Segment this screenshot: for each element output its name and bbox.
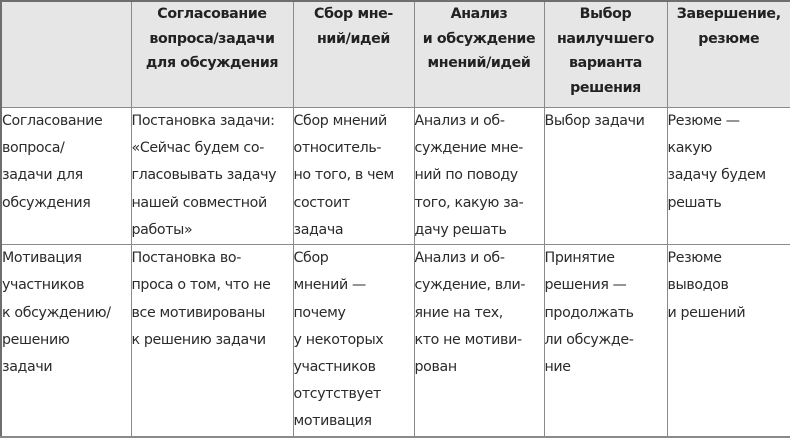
cell-line: какую	[667, 140, 712, 157]
table-cell	[667, 108, 790, 245]
cell-line: суждение мне-	[414, 140, 524, 157]
cell-line: отсутствует	[293, 386, 381, 403]
header-line: наилучшего	[556, 30, 655, 47]
header-line: Анализ	[450, 6, 508, 22]
header-col-agreement	[131, 1, 293, 108]
cell-line: задачи для	[2, 167, 83, 184]
cell-line: почему	[293, 304, 346, 321]
cell-line: яние на тех,	[414, 304, 503, 321]
cell-line: у некоторых	[293, 331, 384, 348]
table-row	[1, 108, 790, 245]
row-label-cell	[1, 108, 131, 245]
cell-line: мотивация	[293, 413, 372, 430]
cell-line: мнений —	[293, 277, 366, 294]
header-col-summary	[667, 1, 790, 108]
header-corner-cell	[1, 1, 131, 108]
table-cell	[667, 245, 790, 437]
header-line: Завершение,	[676, 6, 781, 22]
table-row	[1, 245, 790, 437]
header-col-best-choice	[544, 1, 667, 108]
table-cell	[131, 108, 293, 245]
cell-line: продолжать	[544, 304, 634, 321]
cell-line: задача	[293, 221, 344, 238]
cell-line: Постановка задачи:	[131, 113, 275, 129]
header-line: Согласование	[157, 6, 267, 22]
cell-line: Выбор задачи	[544, 113, 645, 129]
cell-line: дачу решать	[414, 221, 507, 238]
cell-line: вопроса/	[2, 140, 65, 157]
cell-line: Постановка во-	[131, 250, 241, 267]
cell-line: «Сейчас будем со-	[131, 140, 264, 157]
header-row	[1, 1, 790, 108]
cell-line: Сбор	[293, 250, 329, 267]
table-cell	[293, 108, 414, 245]
header-line: для обсуждения	[145, 55, 279, 71]
cell-line: кто не мотиви-	[414, 331, 522, 348]
header-line: резюме	[698, 30, 760, 47]
cell-line: решения —	[544, 277, 627, 294]
cell-line: проса о том, что не	[131, 277, 271, 294]
cell-line: Сбор мнений	[293, 113, 387, 129]
cell-line: участников	[2, 277, 85, 294]
cell-line: гласовывать задачу	[131, 167, 277, 184]
cell-line: обсуждения	[2, 194, 91, 211]
cell-line: того, какую за-	[414, 194, 524, 211]
cell-line: участников	[293, 359, 376, 376]
cell-line: работы»	[131, 221, 193, 238]
header-line: решения	[570, 79, 641, 96]
cell-line: задачу будем	[667, 167, 766, 184]
header-line: Выбор	[579, 6, 632, 22]
header-line: мнений/идей	[427, 55, 531, 71]
cell-line: задачи	[2, 359, 53, 376]
table-cell	[414, 245, 544, 437]
table-cell	[544, 245, 667, 437]
header-line: вопроса/задачи	[149, 30, 275, 47]
cell-line: ли обсужде-	[544, 331, 634, 348]
cell-line: к обсуждению/	[2, 304, 111, 321]
cell-line: к решению задачи	[131, 331, 266, 348]
table-cell	[544, 108, 667, 245]
header-line: и обсуждение	[422, 30, 536, 47]
cell-line: нашей совместной	[131, 194, 267, 211]
header-line: Сбор мне-	[314, 6, 393, 22]
cell-line: Резюме —	[667, 113, 740, 129]
cell-line: ние	[544, 359, 571, 376]
header-col-analysis	[414, 1, 544, 108]
cell-line: состоит	[293, 194, 350, 211]
cell-line: решать	[667, 194, 722, 211]
row-label-cell	[1, 245, 131, 437]
cell-line: ний по поводу	[414, 167, 518, 184]
header-line: варианта	[568, 55, 643, 71]
table-cell	[293, 245, 414, 437]
table-cell	[131, 245, 293, 437]
cell-line: Анализ и об-	[414, 250, 505, 267]
table-cell	[414, 108, 544, 245]
cell-line: Согласование	[2, 113, 103, 129]
cell-line: относитель-	[293, 140, 382, 157]
cell-line: Мотивация	[2, 250, 82, 267]
cell-line: все мотивированы	[131, 304, 265, 321]
cell-line: выводов	[667, 277, 729, 294]
cell-line: Резюме	[667, 250, 722, 267]
cell-line: и решений	[667, 304, 746, 321]
cell-line: рован	[414, 359, 457, 376]
header-col-collect-opinions	[293, 1, 414, 108]
cell-line: Принятие	[544, 250, 615, 267]
header-line: ний/идей	[316, 30, 391, 47]
cell-line: решению	[2, 331, 70, 348]
cell-line: но того, в чем	[293, 167, 394, 184]
cell-line: Анализ и об-	[414, 113, 505, 129]
cell-line: суждение, вли-	[414, 277, 526, 294]
